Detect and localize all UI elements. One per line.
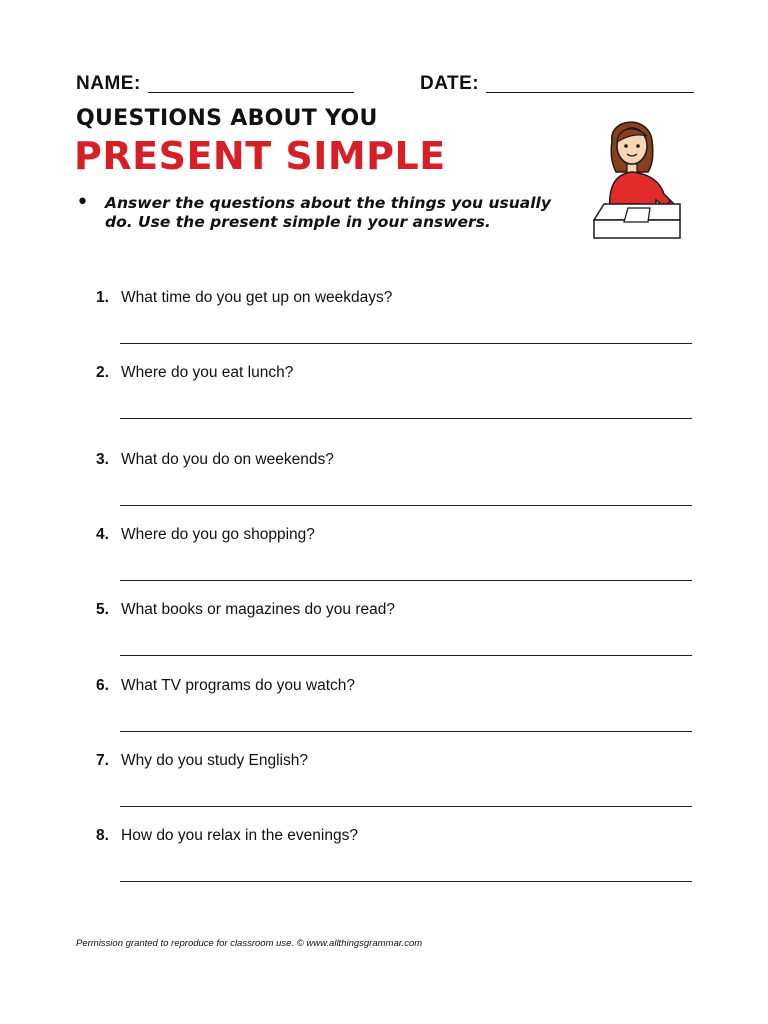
question-item: [96, 362, 696, 432]
name-label: NAME:: [76, 73, 141, 94]
worksheet-title: PRESENT SIMPLE: [74, 134, 446, 178]
question-text: Where do you eat lunch?: [121, 364, 294, 381]
question-number: 3.: [96, 451, 109, 468]
date-label: DATE:: [420, 73, 480, 94]
answer-line[interactable]: [120, 418, 692, 419]
question-number: 6.: [96, 677, 109, 694]
question-text: What books or magazines do you read?: [121, 601, 395, 618]
answer-line[interactable]: [120, 343, 692, 344]
question-item: [96, 524, 696, 594]
question-text: What time do you get up on weekdays?: [121, 289, 393, 306]
question-text: What TV programs do you watch?: [121, 677, 356, 694]
name-field[interactable]: [148, 92, 354, 93]
header-row: [76, 72, 694, 100]
question-number: 7.: [96, 752, 109, 769]
student-writing-icon: [590, 112, 684, 240]
question-item: [96, 449, 696, 519]
question-text: What do you do on weekends?: [121, 451, 334, 468]
question-number: 4.: [96, 526, 109, 543]
answer-line[interactable]: [120, 655, 692, 656]
copyright-footer: Permission granted to reproduce for classroom use. © www.allthingsgrammar.com: [76, 938, 423, 949]
worksheet-subtitle: QUESTIONS ABOUT YOU: [76, 106, 378, 131]
question-number: 1.: [96, 289, 109, 306]
bullet-icon: •: [76, 190, 89, 215]
question-number: 5.: [96, 601, 109, 618]
question-text: Where do you go shopping?: [121, 526, 315, 543]
question-item: [96, 599, 696, 669]
question-item: [96, 287, 696, 357]
answer-line[interactable]: [120, 731, 692, 732]
question-number: 8.: [96, 827, 109, 844]
question-number: 2.: [96, 364, 109, 381]
answer-line[interactable]: [120, 881, 692, 882]
answer-line[interactable]: [120, 505, 692, 506]
date-field[interactable]: [486, 92, 694, 93]
question-text: Why do you study English?: [121, 752, 308, 769]
question-text: How do you relax in the evenings?: [121, 827, 358, 844]
question-item: [96, 825, 696, 895]
answer-line[interactable]: [120, 580, 692, 581]
answer-line[interactable]: [120, 806, 692, 807]
question-item: [96, 675, 696, 745]
instructions-text: Answer the questions about the things you usually do. Use the present simple in your answers.: [105, 194, 551, 231]
question-item: [96, 750, 696, 820]
